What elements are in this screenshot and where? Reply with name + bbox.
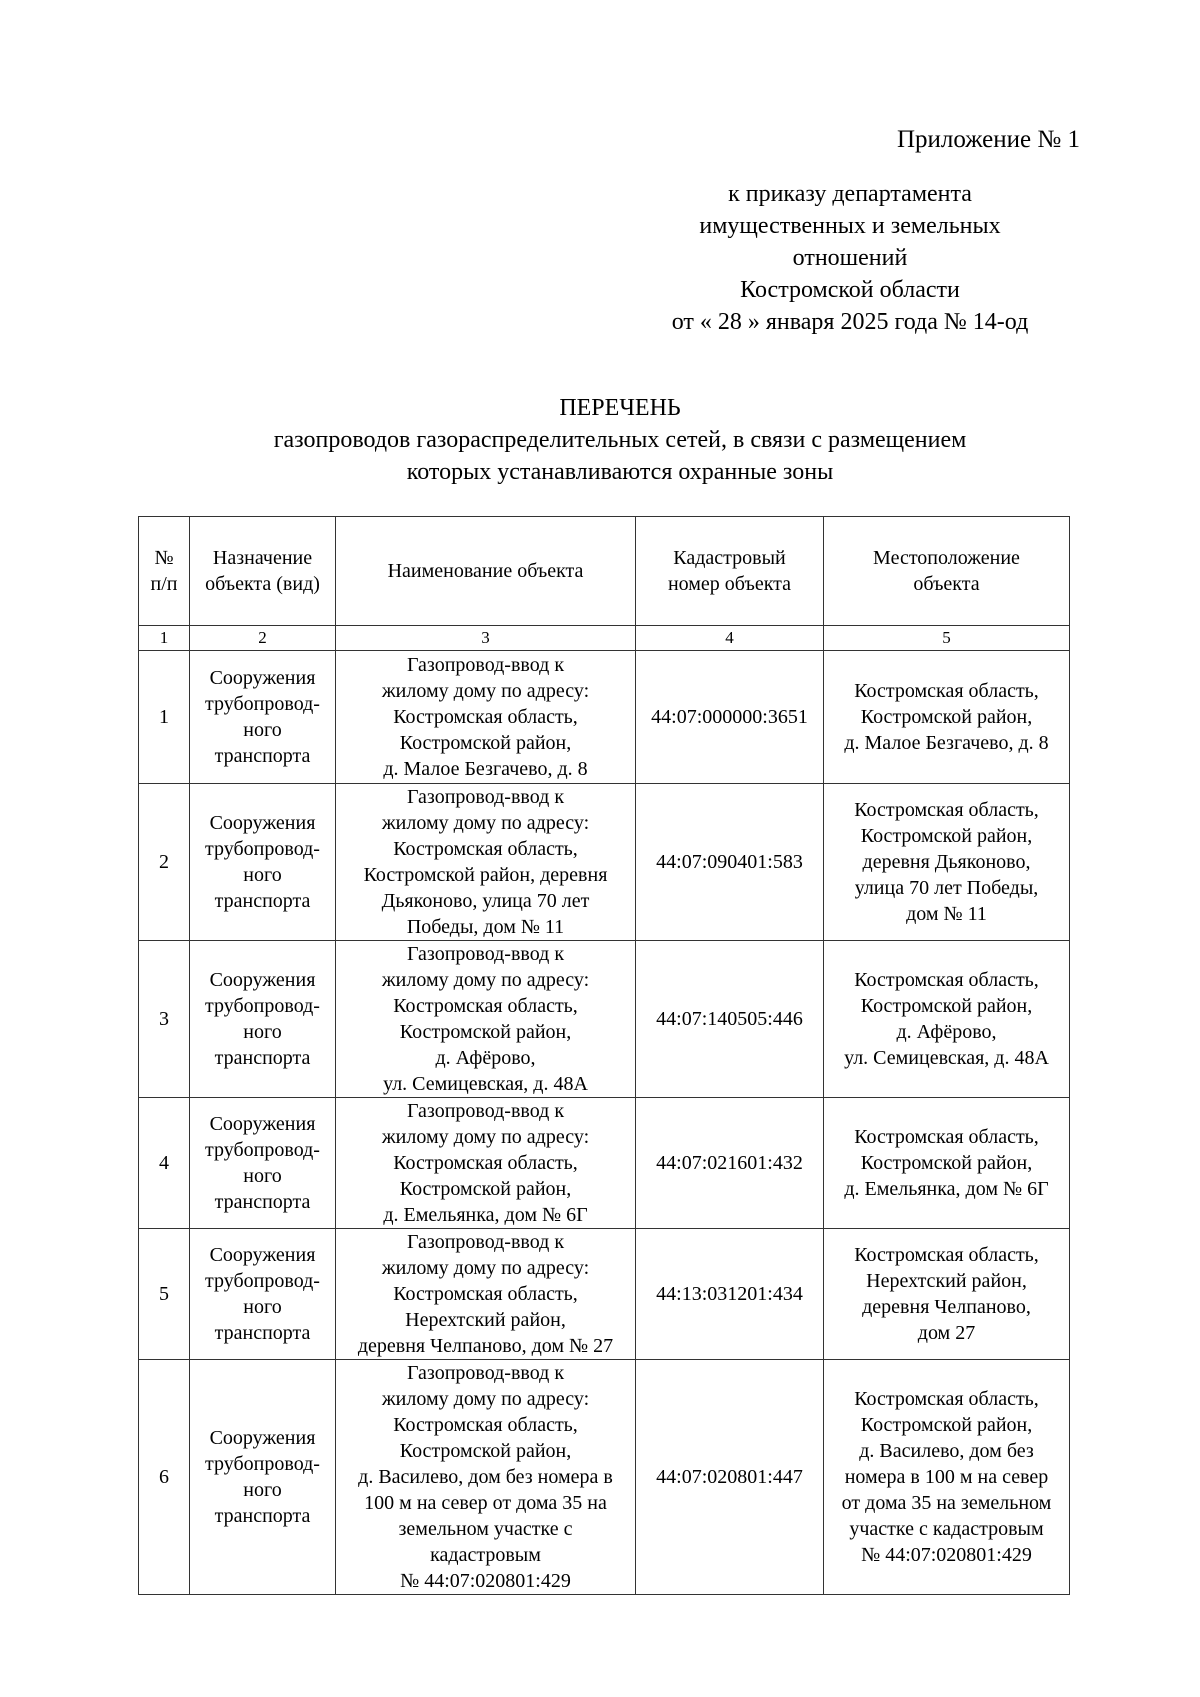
row-number-cell: 1: [139, 651, 190, 784]
list-heading: [130, 392, 1110, 488]
cell-line: улица 70 лет Победы,: [854, 877, 1039, 899]
cell-line: № 44:07:020801:429: [400, 1570, 571, 1592]
cell-line: земельном участке с: [398, 1518, 573, 1540]
cell-line: ул. Семицевская, д. 48А: [844, 1047, 1049, 1069]
cell-line: д. Малое Безгачево, д. 8: [383, 758, 588, 780]
appendix-line: имущественных и земельных: [699, 213, 1001, 239]
cell-line: Сооружения: [209, 1427, 316, 1449]
cell-line: Костромской район,: [860, 825, 1033, 847]
cell-line: трубопровод-: [205, 995, 320, 1017]
cell-line: дом № 11: [906, 903, 987, 925]
cadastral-number-cell: 44:07:021601:432: [636, 1098, 824, 1229]
cell-line: Дьяконово, улица 70 лет: [381, 890, 590, 912]
header-location: [824, 517, 1070, 626]
cell-line: 100 м на север от дома 35 на: [364, 1492, 607, 1514]
cadastral-number-cell: 44:07:000000:3651: [636, 651, 824, 784]
table-body: [139, 651, 1070, 1595]
cell-line: № 44:07:020801:429: [861, 1544, 1032, 1566]
object-name-cell: [336, 941, 636, 1098]
cell-line: жилому дому по адресу:: [381, 812, 590, 834]
list-subtitle: газопроводов газораспределительных сетей, в связи с размещением: [273, 427, 967, 453]
cell-line: ного: [243, 864, 282, 886]
header-purpose: [190, 517, 336, 626]
purpose-cell: [190, 784, 336, 941]
appendix-line: отношений: [792, 245, 908, 271]
cell-line: Костромская область,: [854, 1244, 1039, 1266]
cell-line: трубопровод-: [205, 1139, 320, 1161]
cell-line: Костромской район, деревня: [363, 864, 608, 886]
cell-line: Газопровод-ввод к: [406, 654, 565, 676]
cell-line: Костромской район,: [860, 995, 1033, 1017]
column-number-row: [139, 626, 1070, 651]
cell-line: транспорта: [214, 1047, 311, 1069]
cell-line: деревня Челпаново, дом № 27: [357, 1335, 614, 1357]
cell-line: Газопровод-ввод к: [406, 1100, 565, 1122]
cell-line: Костромской район,: [399, 732, 572, 754]
header-line: №: [154, 547, 174, 569]
cell-line: номера в 100 м на север: [844, 1466, 1049, 1488]
cell-line: ного: [243, 1479, 282, 1501]
cadastral-number-cell: 44:07:090401:583: [636, 784, 824, 941]
header-line: Назначение: [212, 547, 313, 569]
appendix-line: от « 28 » января 2025 года № 14-од: [671, 309, 1029, 335]
header-line: объекта: [913, 573, 980, 595]
cell-line: Костромская область,: [393, 706, 578, 728]
purpose-cell: [190, 1360, 336, 1595]
table-row: [139, 1098, 1070, 1229]
cell-line: дом 27: [917, 1322, 976, 1344]
cell-line: от дома 35 на земельном: [841, 1492, 1052, 1514]
object-name-cell: [336, 651, 636, 784]
cell-line: трубопровод-: [205, 838, 320, 860]
purpose-cell: [190, 941, 336, 1098]
cell-line: Костромской район,: [860, 1414, 1033, 1436]
cell-line: д. Василево, дом без: [859, 1440, 1034, 1462]
column-number: 4: [636, 626, 824, 651]
location-cell: [824, 784, 1070, 941]
cell-line: жилому дому по адресу:: [381, 1257, 590, 1279]
row-number-cell: 6: [139, 1360, 190, 1595]
cell-line: Костромской район,: [860, 706, 1033, 728]
header-number: [139, 517, 190, 626]
cell-line: Костромская область,: [393, 838, 578, 860]
cell-line: кадастровым: [430, 1544, 541, 1566]
cell-line: Костромская область,: [854, 799, 1039, 821]
table-header-row: [139, 517, 1070, 626]
column-number: 5: [824, 626, 1070, 651]
cell-line: Костромской район,: [399, 1021, 572, 1043]
cell-line: ного: [243, 1165, 282, 1187]
cell-line: Костромской район,: [399, 1178, 572, 1200]
cadastral-number-cell: 44:07:020801:447: [636, 1360, 824, 1595]
column-number: 2: [190, 626, 336, 651]
column-number: 1: [139, 626, 190, 651]
cell-line: трубопровод-: [205, 1270, 320, 1292]
cell-line: Сооружения: [209, 1244, 316, 1266]
cell-line: Нерехтский район,: [405, 1309, 566, 1331]
cell-line: жилому дому по адресу:: [381, 680, 590, 702]
location-cell: [824, 941, 1070, 1098]
cell-line: участке с кадастровым: [849, 1518, 1044, 1540]
object-name-cell: [336, 1360, 636, 1595]
appendix-title: Приложение № 1: [896, 126, 1080, 153]
object-name-cell: [336, 1098, 636, 1229]
appendix-line: к приказу департамента: [728, 181, 972, 207]
cell-line: трубопровод-: [205, 1453, 320, 1475]
cell-line: Костромская область,: [854, 1126, 1039, 1148]
cell-line: Костромская область,: [393, 995, 578, 1017]
header-line: Наименование объекта: [387, 560, 584, 582]
cell-line: Газопровод-ввод к: [406, 1362, 565, 1384]
purpose-cell: [190, 1229, 336, 1360]
cell-line: Сооружения: [209, 667, 316, 689]
cell-line: транспорта: [214, 1505, 311, 1527]
row-number-cell: 5: [139, 1229, 190, 1360]
cell-line: деревня Дьяконово,: [862, 851, 1031, 873]
cell-line: Костромская область,: [393, 1152, 578, 1174]
cell-line: д. Афёрово,: [896, 1021, 997, 1043]
cell-line: трубопровод-: [205, 693, 320, 715]
cell-line: д. Емельянка, дом № 6Г: [383, 1204, 588, 1226]
cell-line: д. Афёрово,: [435, 1047, 536, 1069]
row-number-cell: 3: [139, 941, 190, 1098]
cadastral-number-cell: 44:07:140505:446: [636, 941, 824, 1098]
cadastral-number-cell: 44:13:031201:434: [636, 1229, 824, 1360]
location-cell: [824, 1229, 1070, 1360]
column-number: 3: [336, 626, 636, 651]
table-row: [139, 941, 1070, 1098]
table-row: [139, 1360, 1070, 1595]
purpose-cell: [190, 1098, 336, 1229]
header-cadastral: [636, 517, 824, 626]
cell-line: Костромская область,: [393, 1283, 578, 1305]
header-line: Кадастровый: [673, 547, 786, 569]
header-line: п/п: [150, 573, 178, 595]
list-subtitle: которых устанавливаются охранные зоны: [406, 459, 834, 485]
cell-line: транспорта: [214, 745, 311, 767]
cell-line: жилому дому по адресу:: [381, 1126, 590, 1148]
row-number-cell: 2: [139, 784, 190, 941]
cell-line: Сооружения: [209, 1113, 316, 1135]
cell-line: Костромской район,: [860, 1152, 1033, 1174]
table-row: [139, 1229, 1070, 1360]
cell-line: транспорта: [214, 1191, 311, 1213]
cell-line: ного: [243, 1296, 282, 1318]
cell-line: жилому дому по адресу:: [381, 1388, 590, 1410]
purpose-cell: [190, 651, 336, 784]
cell-line: Газопровод-ввод к: [406, 1231, 565, 1253]
cell-line: Газопровод-ввод к: [406, 786, 565, 808]
cell-line: д. Малое Безгачево, д. 8: [844, 732, 1049, 754]
table-row: [139, 784, 1070, 941]
header-line: объекта (вид): [205, 573, 320, 595]
cell-line: Сооружения: [209, 969, 316, 991]
location-cell: [824, 651, 1070, 784]
cell-line: Костромская область,: [854, 969, 1039, 991]
header-object-name: [336, 517, 636, 626]
location-cell: [824, 1360, 1070, 1595]
cell-line: Нерехтский район,: [866, 1270, 1027, 1292]
object-name-cell: [336, 784, 636, 941]
cell-line: д. Василево, дом без номера в: [358, 1466, 613, 1488]
gas-pipelines-table: [138, 516, 1070, 1595]
appendix-block: [620, 124, 1080, 338]
cell-line: Сооружения: [209, 812, 316, 834]
table-row: [139, 651, 1070, 784]
row-number-cell: 4: [139, 1098, 190, 1229]
cell-line: ул. Семицевская, д. 48А: [383, 1073, 588, 1095]
cell-line: Газопровод-ввод к: [406, 943, 565, 965]
cell-line: Победы, дом № 11: [406, 916, 565, 938]
object-name-cell: [336, 1229, 636, 1360]
location-cell: [824, 1098, 1070, 1229]
appendix-line: Костромской области: [740, 277, 960, 303]
cell-line: транспорта: [214, 890, 311, 912]
cell-line: жилому дому по адресу:: [381, 969, 590, 991]
cell-line: Костромская область,: [854, 680, 1039, 702]
cell-line: ного: [243, 1021, 282, 1043]
header-line: номер объекта: [667, 573, 792, 595]
cell-line: Костромская область,: [393, 1414, 578, 1436]
cell-line: деревня Челпаново,: [862, 1296, 1031, 1318]
cell-line: Костромская область,: [854, 1388, 1039, 1410]
list-title: ПЕРЕЧЕНЬ: [559, 395, 681, 421]
header-line: Местоположение: [873, 547, 1020, 569]
cell-line: Костромской район,: [399, 1440, 572, 1462]
cell-line: транспорта: [214, 1322, 311, 1344]
cell-line: ного: [243, 719, 282, 741]
cell-line: д. Емельянка, дом № 6Г: [844, 1178, 1049, 1200]
